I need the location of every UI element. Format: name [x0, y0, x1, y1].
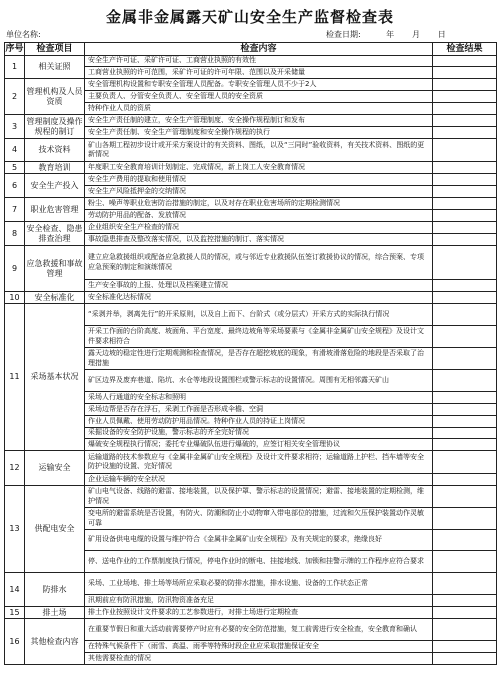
header-item: 检查项目: [25, 43, 85, 56]
check-content: 运输道路的技术参数应与《金属非金属矿山安全规程》及设计文件要求相符；运输道路上护栏、挡车墙等安全防护设施的设置、完好情况: [85, 451, 433, 474]
table-row: [5, 292, 497, 304]
check-content: 安全生产费用的提取和使用情况: [85, 174, 433, 186]
table-row: [5, 198, 497, 210]
check-content: 停、送电作业的工作票制度执行情况，停电作业时的断电、挂接地线、加锁和挂警示牌的工作程序应符合要求: [85, 551, 433, 573]
check-content: 变电所的避雷系统是否设置，有防火、防潮和防止小动物窜入带电部位的措施，过流和欠压保护装置动作灵敏可靠: [85, 508, 433, 530]
check-result-cell[interactable]: [433, 127, 497, 139]
check-item: 安全标准化: [25, 292, 85, 304]
check-item: 安全检查、隐患排查治理: [25, 222, 85, 246]
check-content: 安全标准化达标情况: [85, 292, 433, 304]
check-result-cell[interactable]: [433, 115, 497, 127]
check-item: 防排水: [25, 573, 85, 607]
check-result-cell[interactable]: [433, 404, 497, 416]
table-row: [5, 486, 497, 508]
row-number: 9: [5, 246, 25, 292]
check-content: 其他需要检查的情况: [85, 653, 433, 665]
form-title: 金属非金属露天矿山安全生产监督检查表: [105, 8, 394, 26]
check-result-cell[interactable]: [433, 530, 497, 551]
check-item: 供配电安全: [25, 486, 85, 573]
check-item: 技术资料: [25, 139, 85, 162]
check-content: 工商营业执照的许可范围，采矿许可证的许可年限、范围以及开采储量: [85, 67, 433, 79]
table-row: [5, 174, 497, 186]
check-result-cell[interactable]: [433, 198, 497, 210]
check-content: 事故隐患排查及整改落实情况，以及监控措施的制订、落实情况: [85, 234, 433, 246]
check-content: 企业运输车辆的安全状况: [85, 474, 433, 486]
check-result-cell[interactable]: [433, 56, 497, 67]
check-item: 管理机构及人员资质: [25, 79, 85, 115]
check-content: 在重要节假日和重大活动前需要停产时应有必要的安全防范措施，复工前需进行安全检查，安全教育和确认: [85, 619, 433, 641]
check-content: 安全生产责任制、安全生产管理制度和安全操作规程的执行: [85, 127, 433, 139]
check-content: 建立应急救援组织或配备应急救援人员的情况，或与邻近专业救援队伍签订救援协议的情况，综合预案、专项应急预案的制定和演练情况: [85, 246, 433, 280]
check-content: 安全生产风险抵押金的交纳情况: [85, 186, 433, 198]
check-content: 矿用设备供电电缆的设置与维护符合《金属非金属矿山安全规程》及有关规定的要求，绝缘良好: [85, 530, 433, 551]
check-item: 职业危害管理: [25, 198, 85, 222]
year-label: 年: [386, 30, 395, 39]
check-result-cell[interactable]: [433, 139, 497, 162]
check-content: 企业组织安全生产检查的情况: [85, 222, 433, 234]
header-result: 检查结果: [433, 43, 497, 56]
check-result-cell[interactable]: [433, 508, 497, 530]
check-result-cell[interactable]: [433, 210, 497, 222]
check-result-cell[interactable]: [433, 234, 497, 246]
check-content: 采掘设备的安全防护设施，警示标志的齐全完好情况: [85, 428, 433, 439]
row-number: 14: [5, 573, 25, 607]
table-row: [5, 79, 497, 91]
table-row: [5, 607, 497, 619]
check-result-cell[interactable]: [433, 474, 497, 486]
row-number: 11: [5, 304, 25, 451]
check-content: 在特殊气候条件下（雨雪、高温、雨季等特殊时段企业应采取措施保证安全: [85, 641, 433, 653]
check-item: 采场基本状况: [25, 304, 85, 451]
check-result-cell[interactable]: [433, 573, 497, 595]
check-result-cell[interactable]: [433, 370, 497, 392]
month-label: 月: [411, 30, 420, 39]
form-meta: [4, 28, 496, 42]
unit-name-label: 单位名称:: [6, 30, 41, 39]
check-result-cell[interactable]: [433, 641, 497, 653]
check-content: 年度职工安全教育培训计划制定、完成情况，新上岗工人安全教育情况: [85, 162, 433, 174]
check-result-cell[interactable]: [433, 619, 497, 641]
check-content: 作业人员佩戴、使用劳动防护用品情况。特种作业人员的持证上岗情况: [85, 416, 433, 428]
table-body: [5, 56, 497, 665]
inspection-date-line: [326, 28, 446, 42]
check-content: 生产安全事故的上报、处理以及档案建立情况: [85, 280, 433, 292]
check-result-cell[interactable]: [433, 348, 497, 370]
row-number: 7: [5, 198, 25, 222]
date-label: 检查日期:: [326, 30, 361, 39]
row-number: 10: [5, 292, 25, 304]
check-content: 矿山各期工程初步设计或开采方案设计的有关资料、图纸，以及“三同时”验收资料，有关技术资料、图纸的更新情况: [85, 139, 433, 162]
check-content: 安全生产许可证、采矿许可证、工商营业执照的有效性: [85, 56, 433, 67]
check-result-cell[interactable]: [433, 486, 497, 508]
row-number: 3: [5, 115, 25, 139]
check-result-cell[interactable]: [433, 292, 497, 304]
check-content: “采剥并举，剥离先行”的开采原则，以及自上而下、台阶式（或分层式）开采方式的实际执行情况: [85, 304, 433, 326]
check-item: 教育培训: [25, 162, 85, 174]
day-label: 日: [437, 30, 446, 39]
check-result-cell[interactable]: [433, 103, 497, 115]
check-content: 矿区边界及废弃巷道、陷坑、水仓等地段设置围栏或警示标志的设置情况。周围有无相邻露天矿山: [85, 370, 433, 392]
table-row: [5, 619, 497, 641]
row-number: 12: [5, 451, 25, 486]
check-result-cell[interactable]: [433, 451, 497, 474]
table-row: [5, 56, 497, 67]
check-item: 应急救援和事故管理: [25, 246, 85, 292]
check-result-cell[interactable]: [433, 79, 497, 91]
check-content: 矿山电气设备、线路的避雷、接地装置，以及保护罩、警示标志的设置情况；避雷、接地装置的定期检测，维护情况: [85, 486, 433, 508]
check-content: 劳动防护用品的配备、发放情况: [85, 210, 433, 222]
check-content: 采场人行通道的安全标志和照明: [85, 392, 433, 404]
check-item: 相关证照: [25, 56, 85, 79]
check-content: 开采工作面的台阶高度、坡面角、平台宽度、最终边坡角等采场要素与《金属非金属矿山安全规程》及设计文件要求相符合: [85, 326, 433, 348]
table-row: [5, 162, 497, 174]
row-number: 15: [5, 607, 25, 619]
table-row: [5, 573, 497, 595]
header-no: 序号: [5, 43, 24, 54]
row-number: 8: [5, 222, 25, 246]
check-content: 露天边坡的稳定性进行定期观测和检查情况，是否存在超挖坡底的现象，有滑坡滑落危险的地段是否采取了治理措施: [85, 348, 433, 370]
check-result-cell[interactable]: [433, 326, 497, 348]
check-result-cell[interactable]: [433, 67, 497, 79]
check-item: 排土场: [25, 607, 85, 619]
check-result-cell[interactable]: [433, 246, 497, 280]
check-content: 主要负责人、分管安全负责人、安全管理人员的安全资质: [85, 91, 433, 103]
check-result-cell[interactable]: [433, 304, 497, 326]
row-number: 4: [5, 139, 25, 162]
row-number: 1: [5, 56, 25, 79]
table-row: [5, 304, 497, 326]
row-number: 13: [5, 486, 25, 573]
row-number: 6: [5, 174, 25, 198]
check-item: 运输安全: [25, 451, 85, 486]
check-item: 安全生产投入: [25, 174, 85, 198]
check-content: 安全生产责任制的建立，安全生产管理制度、安全操作规程制订和发布: [85, 115, 433, 127]
check-result-cell[interactable]: [433, 392, 497, 404]
check-content: 采场、工业场地、排土场等场所应采取必要的防排水措施，排水设施、设备的工作状态正常: [85, 573, 433, 595]
check-result-cell[interactable]: [433, 551, 497, 573]
table-row: [5, 139, 497, 162]
check-result-cell[interactable]: [433, 222, 497, 234]
row-number: 5: [5, 162, 25, 174]
check-result-cell[interactable]: [433, 416, 497, 428]
row-number: 2: [5, 79, 25, 115]
check-item: 其他检查内容: [25, 619, 85, 665]
table-row: [5, 115, 497, 127]
check-content: 爆破安全规程执行情况；委托专业爆破队伍进行爆破的，应签订相关安全管理协议: [85, 439, 433, 451]
check-content: 排土作业按照设计文件要求的工艺参数进行，对排土场进行定期检查: [85, 607, 433, 619]
inspection-table: [4, 42, 497, 665]
check-result-cell[interactable]: [433, 607, 497, 619]
check-content: 粉尘、噪声等职业危害防治措施的制定，以及对存在职业危害场所的定期检测情况: [85, 198, 433, 210]
check-result-cell[interactable]: [433, 162, 497, 174]
check-content: 采场边帮是否存在浮石，采剥工作面是否形成伞檐、空洞: [85, 404, 433, 416]
check-result-cell[interactable]: [433, 280, 497, 292]
check-result-cell[interactable]: [433, 595, 497, 607]
header-content: 检查内容: [85, 43, 433, 56]
check-item: 管理制度及操作规程的制订: [25, 115, 85, 139]
check-result-cell[interactable]: [433, 439, 497, 451]
table-row: [5, 246, 497, 280]
table-row: [5, 451, 497, 474]
row-number: 16: [5, 619, 25, 665]
check-result-cell[interactable]: [433, 653, 497, 665]
check-content: 汛期前应有防汛措施，防汛物资准备充足: [85, 595, 433, 607]
check-content: 安全管理机构设置和专职安全管理人员配备。专职安全管理人员不少于2人: [85, 79, 433, 91]
table-row: [5, 222, 497, 234]
check-result-cell[interactable]: [433, 186, 497, 198]
table-header-row: [5, 43, 497, 56]
check-result-cell[interactable]: [433, 91, 497, 103]
check-content: 特种作业人员的资质: [85, 103, 433, 115]
check-result-cell[interactable]: [433, 174, 497, 186]
check-result-cell[interactable]: [433, 428, 497, 439]
